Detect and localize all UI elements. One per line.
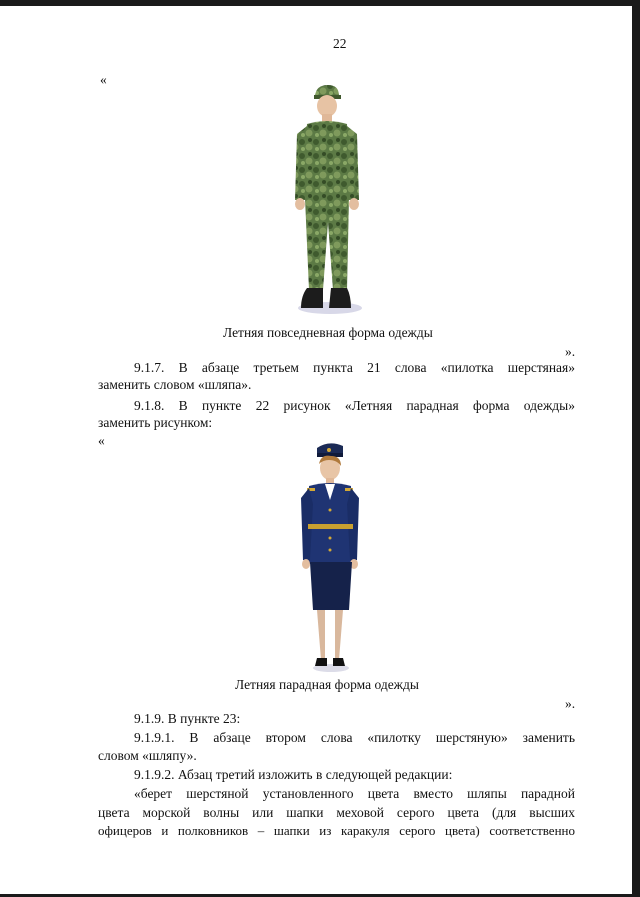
paragraph-9-1-9-1-line-2: словом «шляпу».: [98, 748, 197, 763]
paragraph-9-1-7-line-2: заменить словом «шляпа».: [98, 377, 252, 392]
opening-quote-2: «: [98, 433, 105, 448]
paragraph-9-1-9-1-line-1: 9.1.9.1. В абзаце втором слова «пилотку шерстяную» заменить: [134, 730, 575, 745]
paragraph-9-1-9-2: 9.1.9.2. Абзац третий изложить в следующей редакции:: [134, 767, 453, 782]
page-number: 22: [333, 36, 347, 51]
summer-parade-uniform-illustration: [295, 438, 367, 674]
paragraph-9-1-8-line-2: заменить рисунком:: [98, 415, 213, 430]
quoted-text-line-3: офицеров и полковников – шапки из каракуля серого цвета) соответственно: [98, 823, 575, 838]
document-page: [0, 6, 632, 894]
paragraph-9-1-7-line-1: 9.1.7. В абзаце третьем пункта 21 слова «пилотка шерстяная»: [134, 360, 575, 375]
figure-2-caption: Летняя парадная форма одежды: [235, 677, 419, 692]
quoted-text-line-2: цвета морской волны или шапки меховой серого цвета (для высших: [98, 805, 575, 820]
quoted-text-line-1: «берет шерстяной установленного цвета вместо шляпы парадной: [134, 786, 575, 801]
opening-quote-1: «: [100, 72, 107, 87]
closing-quote-2: ».: [565, 696, 576, 711]
closing-quote-1: ».: [565, 344, 576, 359]
paragraph-9-1-9: 9.1.9. В пункте 23:: [134, 711, 241, 726]
figure-1-caption: Летняя повседневная форма одежды: [223, 325, 433, 340]
paragraph-9-1-8-line-1: 9.1.8. В пункте 22 рисунок «Летняя парадная форма одежды»: [134, 398, 575, 413]
summer-everyday-uniform-illustration: [285, 82, 375, 320]
